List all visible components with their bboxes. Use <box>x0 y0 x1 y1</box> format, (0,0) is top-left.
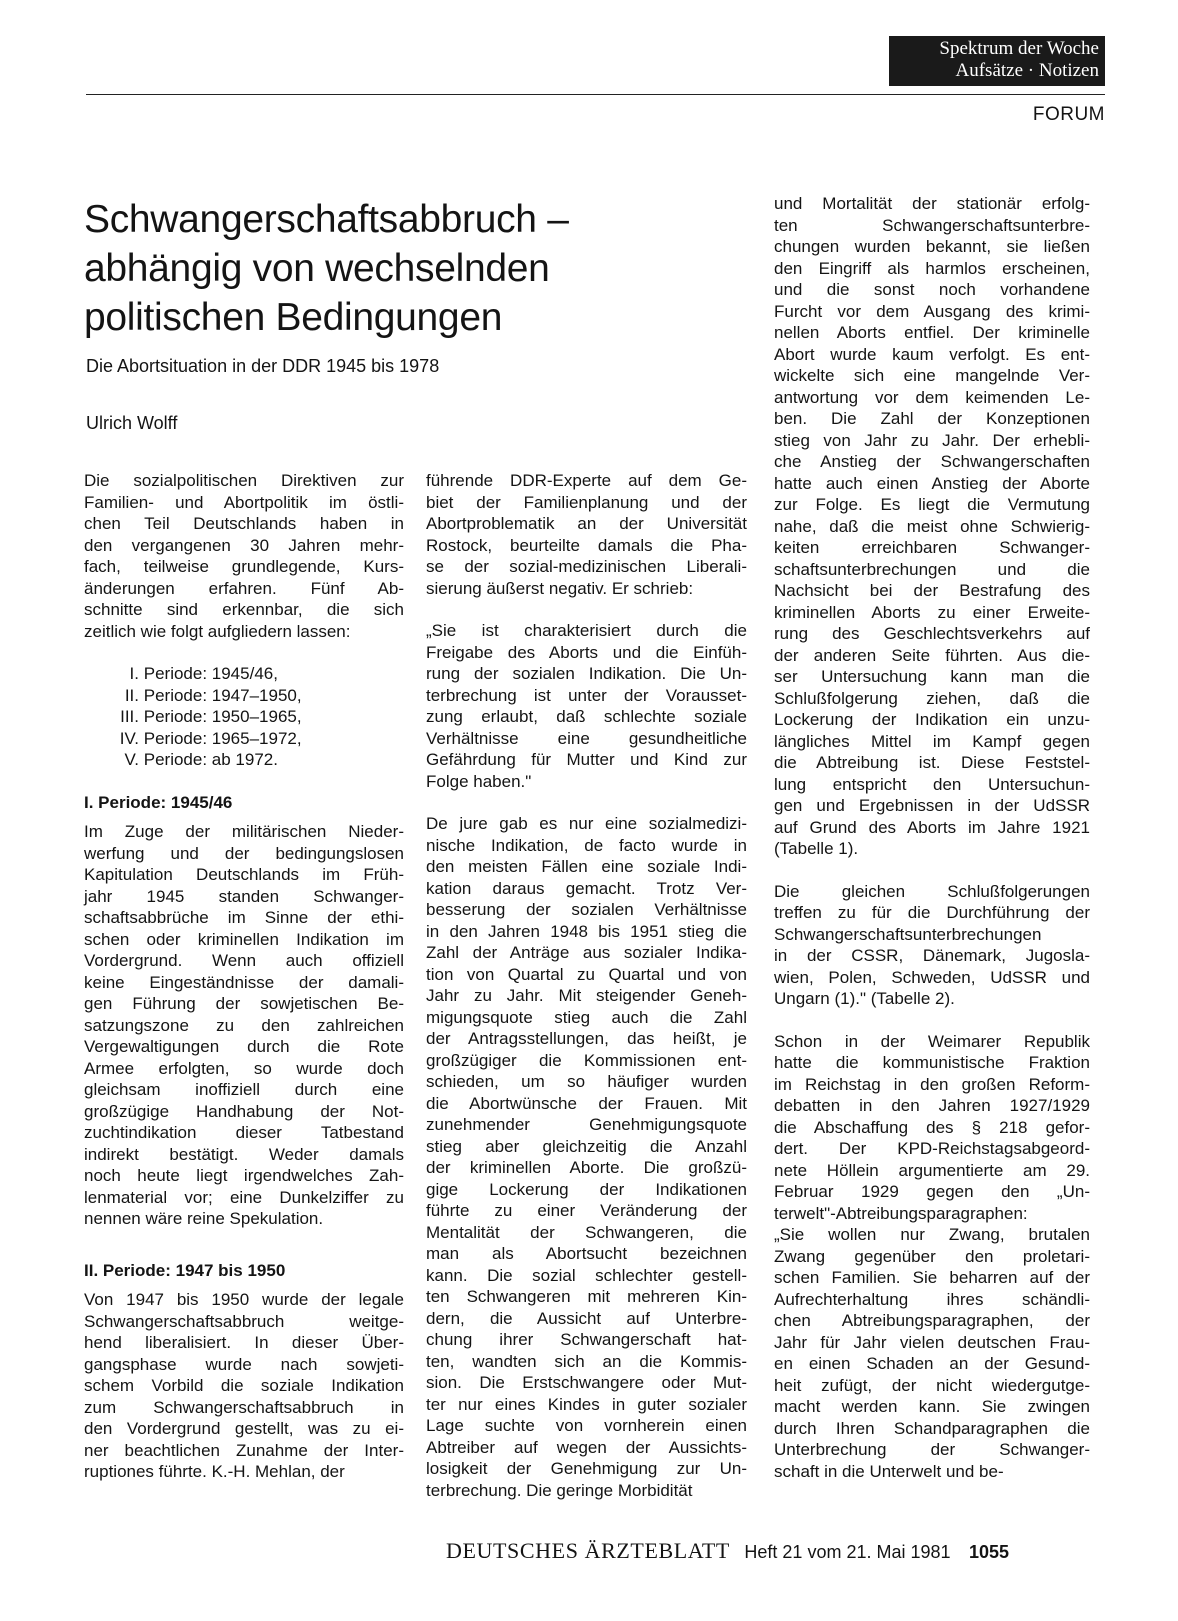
text-line: den vergangenen 30 Jahren mehr- <box>84 535 404 555</box>
text-line: die Abtreibung ist. Diese Feststel- <box>774 753 1090 772</box>
badge-line-1: Spektrum der Woche <box>939 38 1099 59</box>
text-line: man als Abortsucht bezeichnen <box>426 1244 747 1263</box>
text-line: terwelt"-Abtreibungsparagraphen: <box>774 1203 1028 1223</box>
text-line: kation daraus gemacht. Trotz Ver- <box>426 878 747 898</box>
text-line: den Eingriff als harmlos erscheinen, <box>774 258 1090 278</box>
text-line: stieg von Jahr zu Jahr. Der erhebli- <box>774 430 1090 450</box>
text-line: terbrechung. Die geringe Morbidität <box>426 1480 693 1500</box>
text-line: Gefährdung für Mutter und Kind zur <box>426 750 747 769</box>
page-number: 1055 <box>968 1542 1010 1562</box>
section-heading-period-1: I. Periode: 1945/46 <box>84 792 233 812</box>
text-line: im Reichstag in den großen Reform- <box>774 1074 1090 1094</box>
section-heading-period-2: II. Periode: 1947 bis 1950 <box>84 1260 286 1280</box>
text-line: jahr 1945 standen Schwanger- <box>84 886 404 906</box>
text-line: und Mortalität der stationär erfolg- <box>774 194 1090 213</box>
text-line: Lockerung der Indikation ein unzu- <box>774 710 1090 729</box>
text-line: „Sie wollen nur Zwang, brutalen <box>774 1225 1090 1244</box>
period-item: I. Periode: 1945/46, <box>129 664 278 683</box>
text-line: lenmaterial vor; eine Dunkelziffer zu <box>84 1187 404 1207</box>
text-line: losigkeit der Genehmigung zur Un- <box>426 1459 747 1478</box>
text-line: macht werden kann. Sie zwingen <box>774 1397 1090 1416</box>
text-line: Zwang gegenüber den proletari- <box>774 1246 1090 1266</box>
text-line: schieden, um so häufiger wurden <box>426 1072 747 1091</box>
text-line: heit zufügt, der nicht wiedergutge- <box>774 1375 1090 1395</box>
text-line: kann. Die sozial schlechter gestell- <box>426 1265 747 1285</box>
text-line: Lage suchte von vornherein einen <box>426 1416 747 1435</box>
text-line: zur Folge. Es liegt die Vermutung <box>774 495 1090 514</box>
text-line: großzügiger die Kommissionen ent- <box>426 1050 747 1070</box>
text-line: Februar 1929 gegen den „Un- <box>774 1182 1090 1201</box>
text-line: wien, Polen, Schweden, UdSSR und <box>774 967 1090 987</box>
text-line: Zahl der Anträge aus sozialer Indika- <box>426 943 747 962</box>
period-item: IV. Periode: 1965–1972, <box>119 728 302 748</box>
text-line: lung entspricht den Untersuchun- <box>774 774 1090 794</box>
text-line: Abtreiber auf wegen der Aussichts- <box>426 1437 747 1457</box>
text-line: zum Schwangerschaftsabbruch in <box>84 1397 404 1417</box>
text-line: Im Zuge der militärischen Nieder- <box>84 822 404 841</box>
text-line: (Tabelle 1). <box>774 839 859 858</box>
text-line: zeitlich wie folgt aufgliedern lassen: <box>84 621 351 641</box>
text-line: gige Lockerung der Indikationen <box>426 1179 747 1199</box>
body-paragraph <box>774 193 1090 860</box>
text-line: ter nur eines Kindes in guter sozialer <box>426 1394 747 1414</box>
text-line: indirekt bestätigt. Weder damals <box>84 1144 404 1164</box>
text-line: nete Höllein argumentierte am 29. <box>774 1160 1090 1180</box>
text-line: tion von Quartal zu Quartal und von <box>426 964 747 984</box>
text-line: Verhältnisse eine gesundheitliche <box>426 728 747 748</box>
column-3 <box>774 193 1090 1482</box>
text-line: Schwangerschaftsunterbrechungen <box>774 924 1042 944</box>
text-line: chen Teil Deutschlands haben in <box>84 514 404 533</box>
title-line: politischen Bedingungen <box>84 296 503 339</box>
text-line: führende DDR-Experte auf dem Ge- <box>426 471 747 490</box>
text-line: Die sozialpolitischen Direktiven zur <box>84 471 404 490</box>
text-line: sion. Die Erstschwangere oder Mut- <box>426 1373 747 1392</box>
text-line: „Sie ist charakterisiert durch die <box>426 621 747 640</box>
period-list <box>84 663 404 771</box>
text-line: und die sonst noch vorhandene <box>774 280 1090 299</box>
text-line: auf Grund des Aborts im Jahre 1921 <box>774 817 1090 837</box>
text-line: nische Indikation, de facto wurde in <box>426 835 747 855</box>
text-line: migungsquote stieg auch die Zahl <box>426 1007 747 1027</box>
text-line: hatte die kommunistische Fraktion <box>774 1053 1090 1072</box>
body-paragraph <box>774 1031 1090 1483</box>
text-line: kriminellen Aborts zu einer Erweite- <box>774 602 1090 622</box>
text-line: Abortproblematik an der Universität <box>426 514 747 533</box>
text-line: ruptiones führte. K.-H. Mehlan, der <box>84 1462 345 1481</box>
text-line: schaftsunterbrechungen und die <box>774 559 1090 579</box>
text-line: die Abschaffung des § 218 gefor- <box>774 1117 1090 1137</box>
text-line: Rostock, beurteilte damals die Pha- <box>426 535 747 555</box>
column-1 <box>84 470 404 1483</box>
text-line: Ungarn (1)." (Tabelle 2). <box>774 989 955 1008</box>
text-line: se der sozial-medizinischen Liberali- <box>426 557 747 576</box>
text-line: stieg aber gleichzeitig die Anzahl <box>426 1136 747 1156</box>
text-line: gleichsam inoffiziell durch eine <box>84 1080 404 1099</box>
text-line: nennen wäre reine Spekulation. <box>84 1209 324 1228</box>
journal-name: DEUTSCHES ÄRZTEBLATT <box>446 1538 730 1563</box>
text-line: Die gleichen Schlußfolgerungen <box>774 881 1090 901</box>
text-line: hatte auch einen Anstieg der Aborte <box>774 473 1090 493</box>
text-line: fach, teilweise grundlegende, Kurs- <box>84 557 404 576</box>
text-line: Jahr zu Jahr. Mit steigender Geneh- <box>426 986 747 1005</box>
body-paragraph <box>84 821 404 1230</box>
body-paragraph <box>774 881 1090 1010</box>
article-title <box>84 195 754 342</box>
text-line: chungen wurden bekannt, sie ließen <box>774 237 1090 256</box>
text-line: schnitte sind erkennbar, die sich <box>84 600 404 619</box>
text-line: sierung äußerst negativ. Er schrieb: <box>426 578 694 598</box>
text-line: treffen zu für die Durchführung der <box>774 903 1090 922</box>
text-line: Kapitulation Deutschlands im Früh- <box>84 865 404 884</box>
text-line: Schwangerschaftsabbruch weitge- <box>84 1311 404 1331</box>
text-line: schen Familien. Sie beharren auf der <box>774 1268 1090 1287</box>
text-line: Familien- und Abortpolitik im östli- <box>84 492 404 512</box>
text-line: Schlußfolgerung ziehen, daß die <box>774 688 1090 708</box>
page-footer <box>446 1538 1009 1564</box>
header-rule <box>86 94 1105 95</box>
text-line: den Vordergrund gestellt, was zu ei- <box>84 1419 404 1438</box>
text-line: satzungszone zu den zahlreichen <box>84 1015 404 1035</box>
text-line: terbrechung ist unter der Vorausset- <box>426 685 747 705</box>
text-line: zunehmender Genehmigungsquote <box>426 1115 747 1134</box>
text-line: Jahr für Jahr vielen deutschen Frau- <box>774 1332 1090 1352</box>
section-badge <box>889 36 1105 86</box>
period-item: V. Periode: ab 1972. <box>124 750 278 769</box>
column-2 <box>426 470 747 1501</box>
text-line: nellen Aborts entfiel. Der kriminelle <box>774 323 1090 342</box>
text-line: zung erlaubt, daß schlechte soziale <box>426 707 747 726</box>
body-paragraph <box>426 470 747 599</box>
text-line: führte zu einer Veränderung der <box>426 1201 747 1220</box>
text-line: Mentalität der Schwangeren, die <box>426 1222 747 1242</box>
body-paragraph <box>84 1289 404 1483</box>
text-line: dern, die Aussicht auf Unterbre- <box>426 1308 747 1328</box>
title-line: abhängig von wechselnden <box>84 247 550 290</box>
text-line: werfung und der bedingungslosen <box>84 843 404 863</box>
text-line: nahe, daß die meist ohne Schwierig- <box>774 516 1090 536</box>
text-line: Aufrechterhaltung ihres schändli- <box>774 1289 1090 1309</box>
issue-info: Heft 21 vom 21. Mai 1981 <box>744 1542 951 1562</box>
text-line: biet der Familienplanung und der <box>426 492 747 512</box>
text-line: die Abortwünsche der Frauen. Mit <box>426 1093 747 1113</box>
text-line: en einen Schaden an der Gesund- <box>774 1354 1090 1373</box>
text-line: keine Eingeständnisse der damali- <box>84 972 404 992</box>
text-line: großzügige Handhabung der Not- <box>84 1101 404 1121</box>
text-line: ten Schwangeren mit mehreren Kin- <box>426 1287 747 1306</box>
text-line: in den Jahren 1948 bis 1951 stieg die <box>426 921 747 941</box>
text-line: änderungen erfahren. Fünf Ab- <box>84 578 404 598</box>
article-subtitle: Die Abortsituation in der DDR 1945 bis 1978 <box>86 356 440 376</box>
text-line: keiten erreichbaren Schwanger- <box>774 538 1090 557</box>
text-line: der Antragsstellungen, das heißt, je <box>426 1029 747 1048</box>
text-line: antwortung vor dem keimenden Le- <box>774 387 1090 407</box>
text-line: wickelte sich eine mangelnde Ver- <box>774 366 1090 385</box>
text-line: De jure gab es nur eine sozialmedizi- <box>426 814 747 833</box>
text-line: chen Abtreibungsparagraphen, der <box>774 1311 1090 1330</box>
text-line: der kriminellen Aborte. Die großzü- <box>426 1158 747 1177</box>
text-line: ten, wandten sich an die Kommis- <box>426 1351 747 1371</box>
article-author: Ulrich Wolff <box>86 413 178 433</box>
text-line: schaftsabbrüche im Sinne der ethi- <box>84 908 404 927</box>
text-line: Abort wurde kaum verfolgt. Es ent- <box>774 344 1090 364</box>
text-line: Unterbrechung der Schwanger- <box>774 1440 1090 1459</box>
text-line: schaft in die Unterwelt und be- <box>774 1461 1004 1481</box>
badge-line-2: Aufsätze · Notizen <box>955 60 1099 81</box>
text-line: ben. Die Zahl der Konzeptionen <box>774 409 1090 428</box>
text-line: zuchtindikation dieser Tatbestand <box>84 1123 404 1142</box>
text-line: längliches Mittel im Kampf gegen <box>774 731 1090 751</box>
text-line: Armee erfolgten, so wurde doch <box>84 1058 404 1078</box>
text-line: schen oder kriminellen Indikation im <box>84 929 404 949</box>
text-line: ser Untersuchung kann man die <box>774 667 1090 686</box>
text-line: Freigabe des Aborts und die Einfüh- <box>426 642 747 662</box>
text-line: noch heute liegt irgendwelches Zah- <box>84 1166 404 1185</box>
text-line: gangsphase wurde nach sowjeti- <box>84 1354 404 1374</box>
text-line: durch Ihren Schandparagraphen die <box>774 1418 1090 1438</box>
quote-paragraph <box>426 620 747 792</box>
text-line: che Anstieg der Schwangerschaften <box>774 452 1090 471</box>
text-line: ner beachtlichen Zunahme der Inter- <box>84 1440 404 1460</box>
text-line: rung der sozialen Indikation. Die Un- <box>426 664 747 683</box>
text-line: Von 1947 bis 1950 wurde der legale <box>84 1290 404 1309</box>
text-line: Schon in der Weimarer Republik <box>774 1031 1090 1051</box>
title-line: Schwangerschaftsabbruch – <box>84 198 569 241</box>
text-line: besserung der sozialen Verhältnisse <box>426 900 747 919</box>
text-line: chung ihrer Schwangerschaft hat- <box>426 1330 747 1349</box>
period-item: III. Periode: 1950–1965, <box>120 707 302 726</box>
text-line: rung des Geschlechtsverkehrs auf <box>774 624 1090 643</box>
text-line: der anderen Seite führten. Aus die- <box>774 645 1090 665</box>
text-line: debatten in den Jahren 1927/1929 <box>774 1096 1090 1115</box>
text-line: dert. Der KPD-Reichstagsabgeord- <box>774 1139 1090 1158</box>
text-line: Vergewaltigungen durch die Rote <box>84 1037 404 1056</box>
text-line: in der CSSR, Dänemark, Jugosla- <box>774 946 1090 965</box>
body-paragraph <box>426 813 747 1501</box>
text-line: hend liberalisiert. In dieser Über- <box>84 1333 404 1352</box>
text-line: den meisten Fällen eine soziale Indi- <box>426 857 747 876</box>
text-line: Furcht vor dem Ausgang des krimi- <box>774 301 1090 321</box>
text-line: schem Vorbild die soziale Indikation <box>84 1376 404 1395</box>
intro-paragraph <box>84 470 404 642</box>
text-line: Vordergrund. Wenn auch offiziell <box>84 951 404 970</box>
section-label: FORUM <box>1032 104 1105 125</box>
text-line: gen und Ergebnissen in der UdSSR <box>774 796 1090 815</box>
text-line: Folge haben." <box>426 771 532 791</box>
text-line: gen Führung der sowjetischen Be- <box>84 994 404 1013</box>
text-line: Nachsicht bei der Bestrafung des <box>774 581 1090 600</box>
text-line: ten Schwangerschaftsunterbre- <box>774 215 1090 235</box>
period-item: II. Periode: 1947–1950, <box>124 685 302 705</box>
